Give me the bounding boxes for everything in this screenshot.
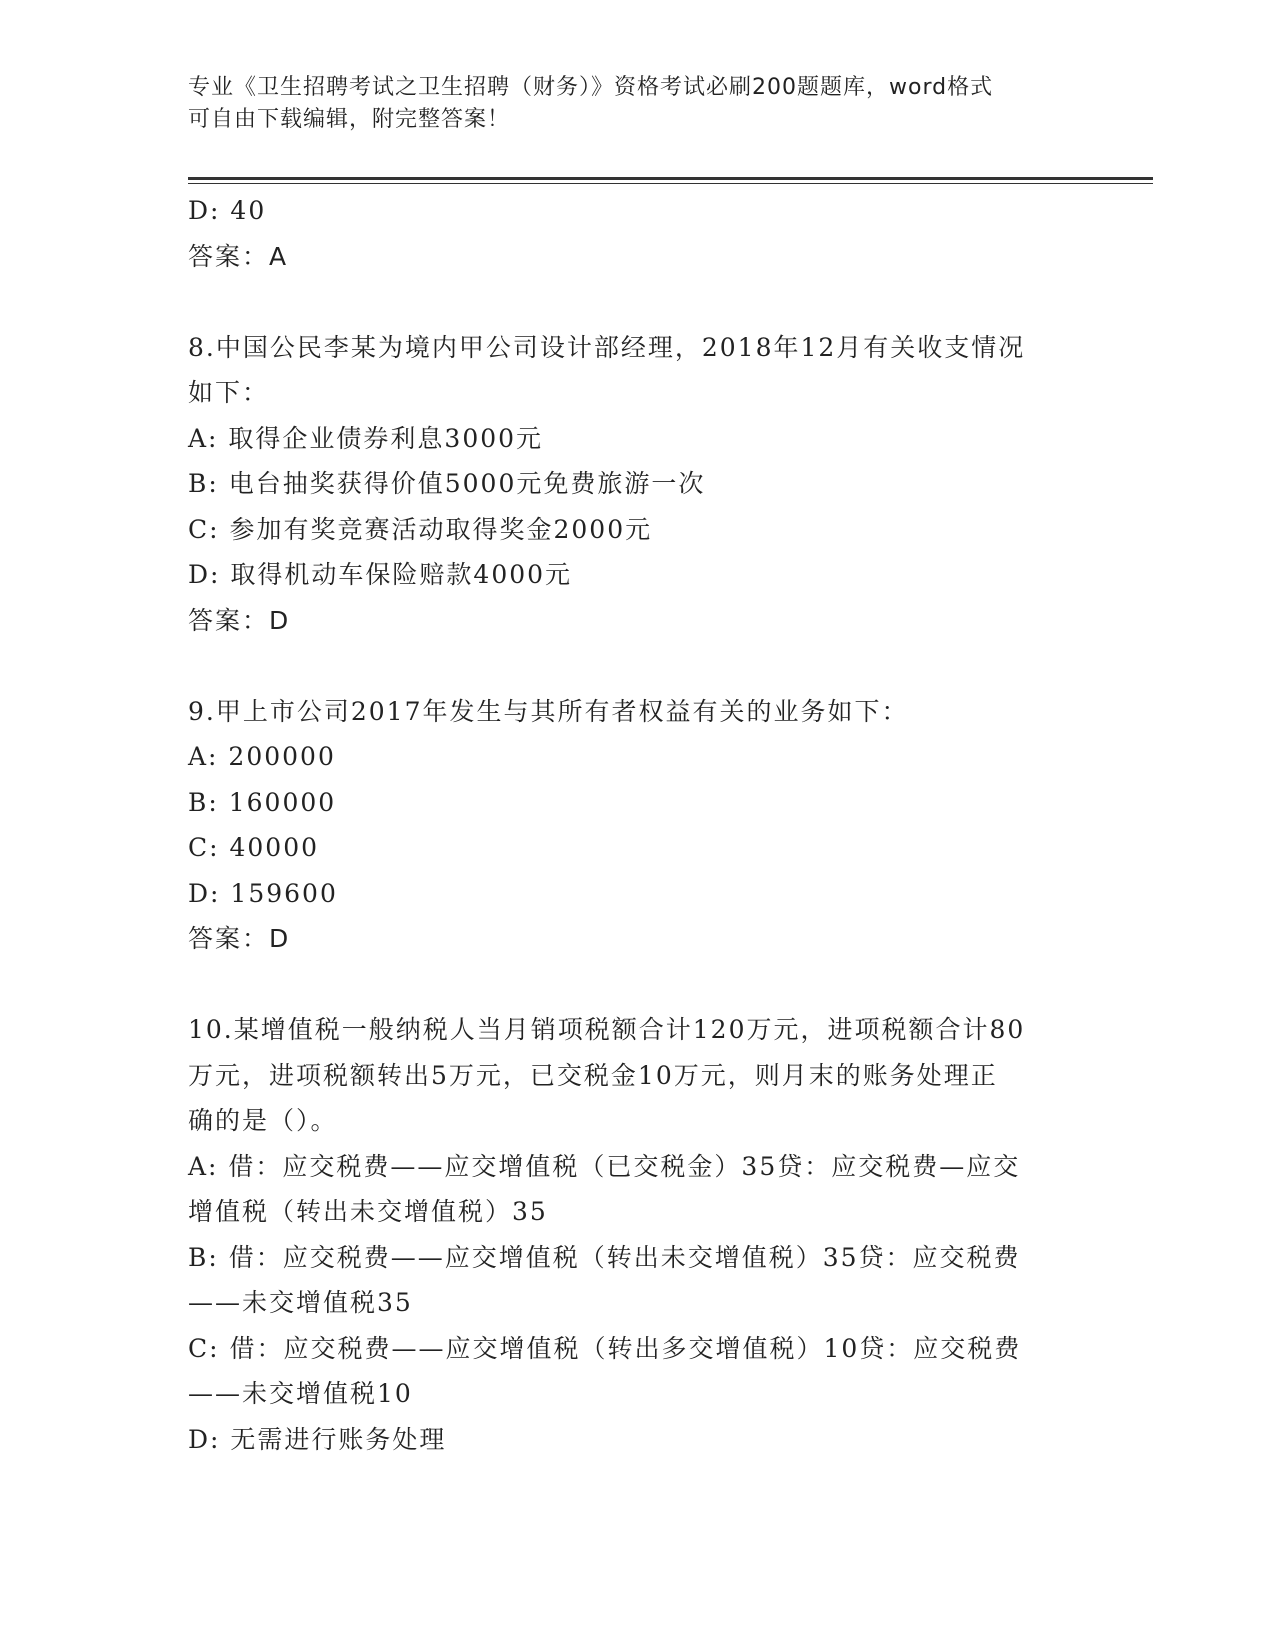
question-stem-continued: 万元，进项税额转出5万元，已交税金10万元，则月末的账务处理正	[188, 1060, 998, 1090]
option-c: C: 借：应交税费——应交增值税（转出多交增值税）10贷：应交税费	[188, 1333, 1022, 1363]
option-d: D: 40	[188, 196, 267, 225]
header-divider-thin	[188, 183, 1153, 184]
previous-question-tail	[188, 188, 1088, 279]
option-a-continued: 增值税（转出未交增值税）35	[188, 1197, 548, 1226]
option-c: C: 40000	[188, 833, 320, 862]
option-d: D: 无需进行账务处理	[188, 1424, 447, 1454]
question-9	[188, 689, 1088, 962]
option-b: B: 借：应交税费——应交增值税（转出未交增值税）35贷：应交税费	[188, 1242, 1021, 1272]
option-a: A: 取得企业债券利息3000元	[188, 423, 544, 453]
spacer	[188, 279, 1088, 325]
option-a: A: 借：应交税费——应交增值税（已交税金）35贷：应交税费—应交	[188, 1151, 1021, 1181]
header-line-1: 专业《卫生招聘考试之卫生招聘（财务）》资格考试必刷200题题库，word格式	[188, 75, 994, 100]
answer-line: 答案：A	[188, 241, 289, 271]
header-divider-thick	[188, 177, 1153, 180]
option-c-continued: ——未交增值税10	[188, 1379, 413, 1408]
header-line-2: 可自由下载编辑，附完整答案！	[188, 107, 511, 132]
question-8	[188, 325, 1088, 644]
option-b: B: 电台抽奖获得价值5000元免费旅游一次	[188, 469, 706, 498]
question-stem: 9.甲上市公司2017年发生与其所有者权益有关的业务如下：	[188, 696, 909, 726]
spacer	[188, 962, 1088, 1008]
question-stem: 8.中国公民李某为境内甲公司设计部经理，2018年12月有关收支情况	[188, 332, 1026, 362]
question-stem: 10.某增值税一般纳税人当月销项税额合计120万元，进项税额合计80	[188, 1015, 1026, 1044]
option-a: A: 200000	[188, 742, 336, 771]
document-header	[188, 72, 1068, 136]
document-body	[188, 188, 1088, 1462]
option-d: D: 取得机动车保险赔款4000元	[188, 560, 573, 589]
question-stem-continued: 如下：	[188, 378, 270, 407]
answer-line: 答案：D	[188, 605, 291, 635]
option-d: D: 159600	[188, 878, 338, 908]
question-stem-continued: 确的是（）。	[188, 1106, 338, 1135]
option-b: B: 160000	[188, 787, 337, 817]
option-b-continued: ——未交增值税35	[188, 1288, 413, 1317]
answer-line: 答案：D	[188, 924, 291, 953]
option-c: C: 参加有奖竞赛活动取得奖金2000元	[188, 514, 653, 544]
spacer	[188, 643, 1088, 689]
question-10	[188, 1007, 1088, 1462]
